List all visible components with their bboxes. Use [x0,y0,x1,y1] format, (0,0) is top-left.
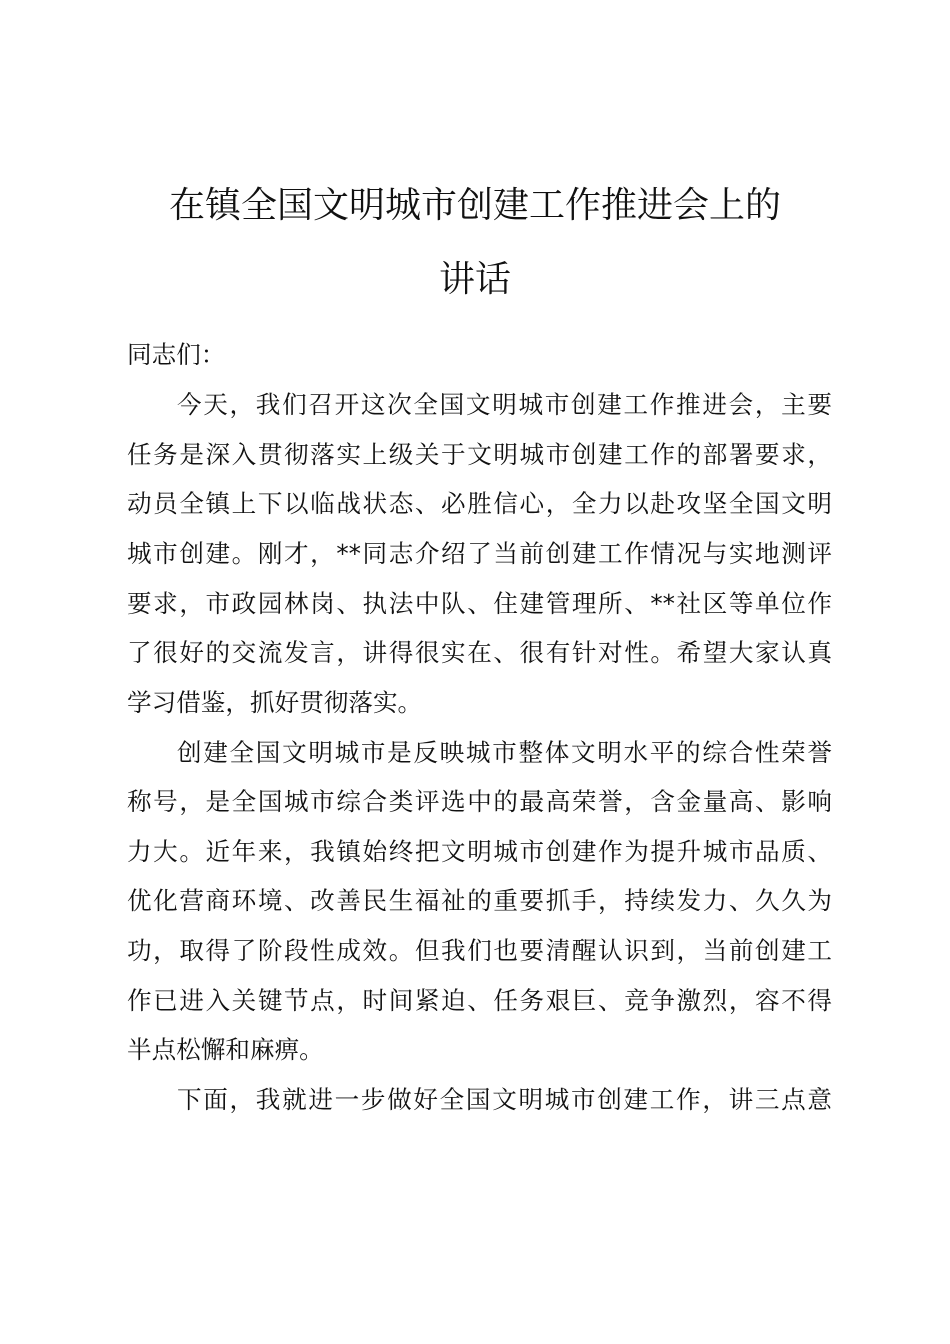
salutation: 同志们： [127,340,226,369]
paragraph-2-line-4: 优化营商环境、改善民生福祉的重要抓手，持续发力、久久为 [127,886,832,915]
paragraph-2-line-1: 创建全国文明城市是反映城市整体文明水平的综合性荣誉 [177,738,832,767]
document-title-line-2: 讲话 [438,259,511,300]
document-title-line-1: 在镇全国文明城市创建工作推进会上的 [168,185,781,226]
paragraph-2-line-2: 称号，是全国城市综合类评选中的最高荣誉，含金量高、影响 [127,787,832,816]
paragraph-1-line-6: 了很好的交流发言，讲得很实在、很有针对性。希望大家认真 [127,638,832,667]
paragraph-1-line-2: 任务是深入贯彻落实上级关于文明城市创建工作的部署要求， [127,440,832,469]
paragraph-2-line-5: 功，取得了阶段性成效。但我们也要清醒认识到，当前创建工 [127,936,832,965]
paragraph-3-line-1: 下面，我就进一步做好全国文明城市创建工作，讲三点意 [177,1085,832,1114]
paragraph-1-line-4: 城市创建。刚才，**同志介绍了当前创建工作情况与实地测评 [127,539,832,568]
paragraph-2-line-6: 作已进入关键节点，时间紧迫、任务艰巨、竞争激烈，容不得 [127,986,832,1015]
paragraph-2-line-3: 力大。近年来，我镇始终把文明城市创建作为提升城市品质、 [127,837,832,866]
paragraph-1-line-1: 今天，我们召开这次全国文明城市创建工作推进会，主要 [177,390,832,419]
paragraph-1-line-5: 要求，市政园林岗、执法中队、住建管理所、**社区等单位作 [127,589,832,618]
paragraph-1-line-7: 学习借鉴，抓好贯彻落实。 [127,688,423,717]
paragraph-2-line-7: 半点松懈和麻痹。 [127,1035,324,1064]
paragraph-1-line-3: 动员全镇上下以临战状态、必胜信心，全力以赴攻坚全国文明 [127,489,832,518]
